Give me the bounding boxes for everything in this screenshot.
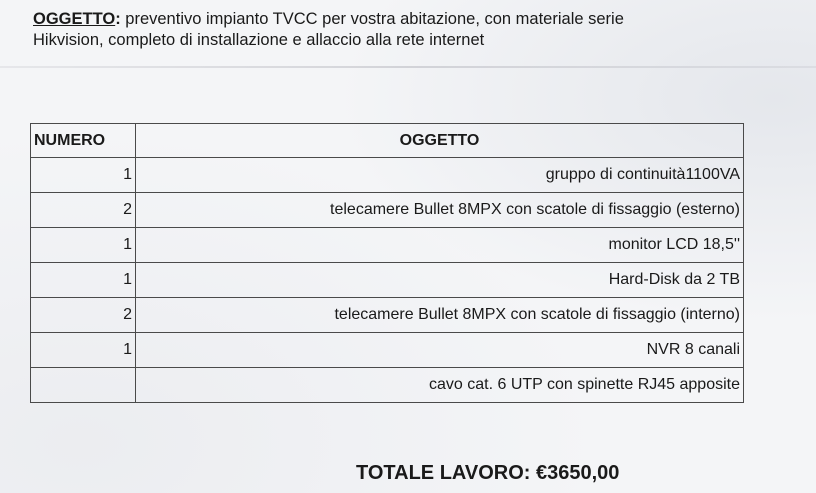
table-row	[31, 298, 744, 333]
table-row	[31, 228, 744, 263]
row-numero: 1	[31, 333, 136, 368]
header-numero: NUMERO	[31, 124, 136, 158]
row-numero: 2	[31, 193, 136, 228]
row-numero	[31, 368, 136, 403]
row-oggetto: monitor LCD 18,5''	[136, 228, 744, 263]
subject-label: OGGETTO	[33, 10, 116, 28]
header-oggetto: OGGETTO	[136, 124, 744, 158]
table-row	[31, 193, 744, 228]
row-oggetto: gruppo di continuità1100VA	[136, 158, 744, 193]
table-row	[31, 333, 744, 368]
subject-text-line2: Hikvision, completo di installazione e allaccio alla rete internet	[33, 31, 485, 49]
table-row	[31, 158, 744, 193]
row-numero: 1	[31, 228, 136, 263]
row-numero: 2	[31, 298, 136, 333]
row-numero: 1	[31, 263, 136, 298]
row-oggetto: telecamere Bullet 8MPX con scatole di fissaggio (interno)	[136, 298, 744, 333]
table-row	[31, 368, 744, 403]
row-numero: 1	[31, 158, 136, 193]
total-amount: TOTALE LAVORO: €3650,00	[356, 462, 620, 484]
table-header-row	[31, 124, 744, 158]
subject-paragraph	[33, 9, 793, 51]
table-row	[31, 263, 744, 298]
row-oggetto: telecamere Bullet 8MPX con scatole di fissaggio (esterno)	[136, 193, 744, 228]
subject-text-line1: preventivo impianto TVCC per vostra abitazione, con materiale serie	[120, 10, 624, 28]
row-oggetto: Hard-Disk da 2 TB	[136, 263, 744, 298]
row-oggetto: NVR 8 canali	[136, 333, 744, 368]
subject-colon: :	[115, 10, 121, 28]
paper-fold-line	[0, 66, 816, 68]
row-oggetto: cavo cat. 6 UTP con spinette RJ45 apposite	[136, 368, 744, 403]
items-table	[30, 123, 744, 403]
